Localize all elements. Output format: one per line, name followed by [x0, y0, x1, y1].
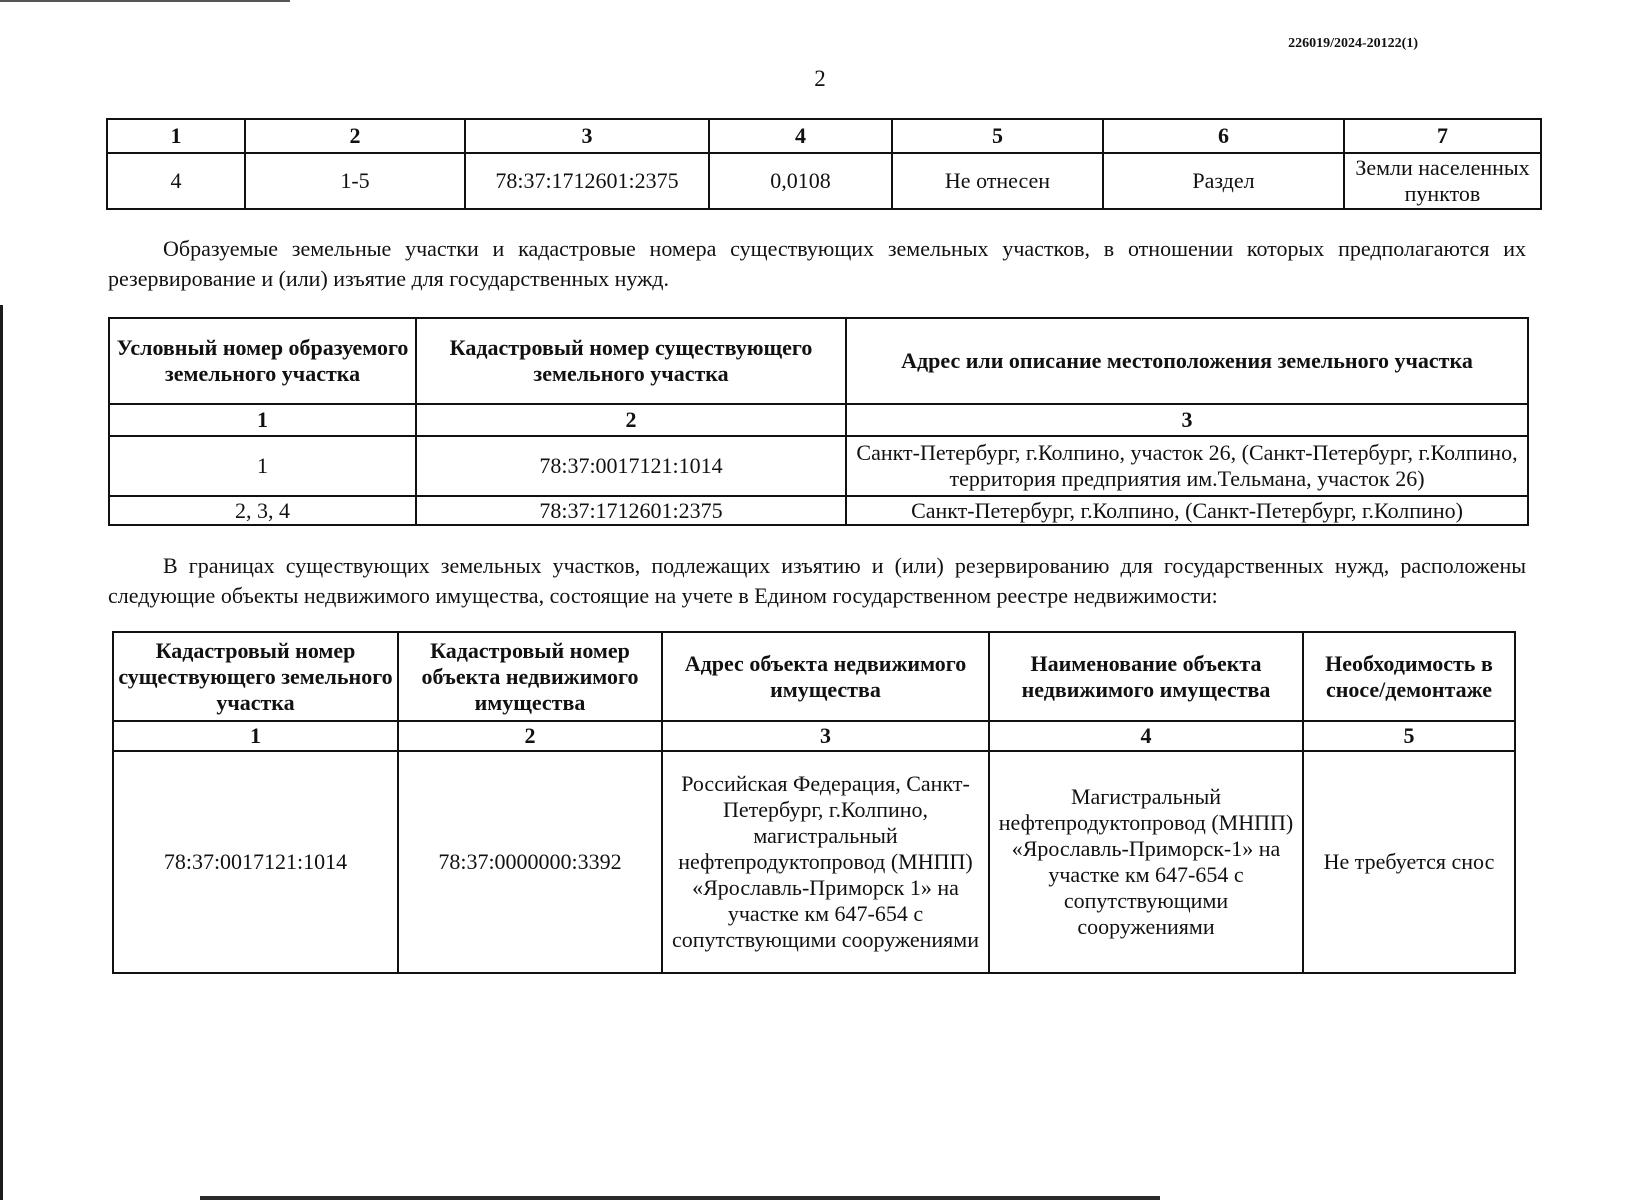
table-row: [107, 153, 1541, 209]
table2-column-numbers: [109, 404, 1528, 436]
col-number: 3: [662, 721, 989, 751]
table-cell: 0,0108: [709, 153, 892, 209]
col-number: 2: [245, 119, 465, 153]
table-cell: Раздел: [1103, 153, 1344, 209]
table-cell: 78:37:0017121:1014: [113, 751, 398, 973]
table-row: [109, 496, 1528, 525]
table-cell: 78:37:0017121:1014: [416, 436, 846, 496]
col-number: 1: [113, 721, 398, 751]
paragraph-real-estate-objects: В границах существующих земельных участков, подлежащих изъятию и (или) резервированию для государственных нужд, расположены следующие объекты недвижимого имущества, состоящие на учете в Едином государственном реестре недвижимости:: [108, 553, 1526, 608]
col-number: 6: [1103, 119, 1344, 153]
col-number: 4: [709, 119, 892, 153]
table3-header-row: [113, 632, 1515, 721]
table-cell: Российская Федерация, Санкт-Петербург, г.Колпино, магистральный нефтепродуктопровод (МНПП) «Ярославль-Приморск 1» на участке км 647-654 с сопутствующими сооружениями: [662, 751, 989, 973]
col-number: 2: [398, 721, 662, 751]
table-reserved-plots: [108, 317, 1529, 526]
scan-edge-left: [0, 305, 3, 1200]
table-cell: Земли населенных пунктов: [1344, 153, 1541, 209]
column-header: Адрес объекта недвижимого имущества: [662, 632, 989, 721]
column-header: Кадастровый номер существующего земельного участка: [416, 318, 846, 404]
column-header: Кадастровый номер существующего земельного участка: [113, 632, 398, 721]
table-row: [109, 436, 1528, 496]
col-number: 1: [109, 404, 416, 436]
document-number: 226019/2024-20122(1): [1288, 36, 1418, 51]
col-number: 3: [846, 404, 1528, 436]
col-number: 5: [892, 119, 1103, 153]
table-real-estate-objects: [112, 631, 1516, 974]
col-number: 4: [989, 721, 1303, 751]
table-cell: Санкт-Петербург, г.Колпино, участок 26, (Санкт-Петербург, г.Колпино, территория предприятия им.Тельмана, участок 26): [846, 436, 1528, 496]
table-cell: Магистральный нефтепродуктопровод (МНПП) «Ярославль-Приморск-1» на участке км 647-654 с сопутствующими сооружениями: [989, 751, 1303, 973]
table-row: [113, 751, 1515, 973]
table2-header-row: [109, 318, 1528, 404]
table-cell: Санкт-Петербург, г.Колпино, (Санкт-Петербург, г.Колпино): [846, 496, 1528, 525]
table-cell: 78:37:0000000:3392: [398, 751, 662, 973]
table-cell: Не требуется снос: [1303, 751, 1515, 973]
table-cell: 78:37:1712601:2375: [416, 496, 846, 525]
column-header: Адрес или описание местоположения земельного участка: [846, 318, 1528, 404]
column-header: Кадастровый номер объекта недвижимого имущества: [398, 632, 662, 721]
scan-edge-bottom: [200, 1196, 1160, 1200]
table-cell: 1: [109, 436, 416, 496]
column-header: Необходимость в сносе/демонтаже: [1303, 632, 1515, 721]
table-cell: 78:37:1712601:2375: [465, 153, 709, 209]
col-number: 7: [1344, 119, 1541, 153]
col-number: 1: [107, 119, 245, 153]
col-number: 3: [465, 119, 709, 153]
table-cell: 4: [107, 153, 245, 209]
table1-column-numbers: [107, 119, 1541, 153]
table-cell: 1-5: [245, 153, 465, 209]
col-number: 2: [416, 404, 846, 436]
scan-top-line: [0, 0, 290, 2]
column-header: Наименование объекта недвижимого имущества: [989, 632, 1303, 721]
table-cell: Не отнесен: [892, 153, 1103, 209]
col-number: 5: [1303, 721, 1515, 751]
table-cell: 2, 3, 4: [109, 496, 416, 525]
page-number: 2: [814, 66, 826, 91]
table3-column-numbers: [113, 721, 1515, 751]
table-land-plot-continuation: [106, 118, 1542, 210]
column-header: Условный номер образуемого земельного участка: [109, 318, 416, 404]
paragraph-reserved-plots: Образуемые земельные участки и кадастровые номера существующих земельных участков, в отношении которых предполагаются их резервирование и (или) изъятие для государственных нужд.: [108, 236, 1526, 291]
